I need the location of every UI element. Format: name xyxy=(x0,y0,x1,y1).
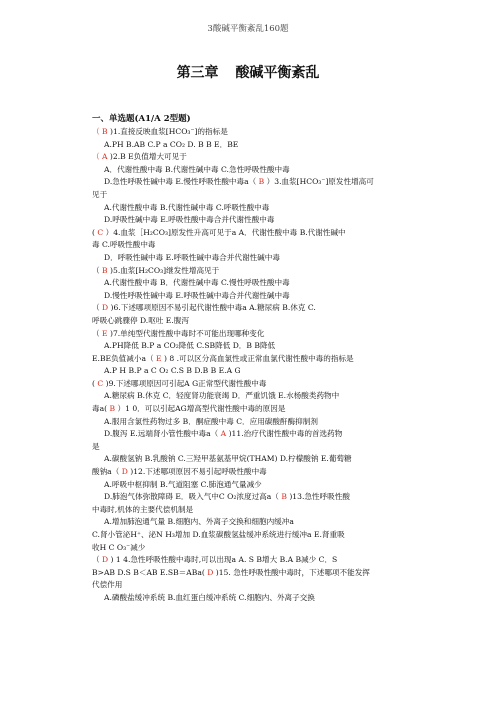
text-line xyxy=(92,592,422,605)
text-segment: C.肾小管泌H⁺、泌N H₃增加 D.血浆碳酸氢盐缓冲系统进行缓冲a E.肾重吸 xyxy=(92,530,345,539)
answer-letter: D xyxy=(207,567,214,577)
text-segment: )2.B E负值增大可见于 xyxy=(107,152,187,162)
text-segment: A.代谢性酸中毒 B.代谢性碱中毒 C.呼吸性酸中毒 xyxy=(104,202,270,212)
text-line xyxy=(92,290,422,303)
text-segment: A.PH降低 B.P a CO₂降低 C.SB降低 D．B B降低 xyxy=(104,341,276,351)
text-segment: )13.急性呼吸性酸 xyxy=(286,492,350,502)
answer-letter: B xyxy=(102,265,108,275)
text-segment: )1.直接反映血浆[HCO₃⁻]的指标是 xyxy=(107,127,228,136)
text-segment: )15. 急性呼吸性酸中毒时，下述哪项不能发挥 xyxy=(213,567,370,577)
text-segment: ）1 0．可以引起AG增高型代谢性酸中毒的原因是 xyxy=(115,404,286,414)
answer-letter: E xyxy=(102,328,108,338)
text-segment: A.糖尿病 B.休克 C．轻度肾功能衰竭 D．严重饥饿 E.水杨酸类药物中 xyxy=(104,391,340,401)
text-line xyxy=(92,214,422,227)
text-line xyxy=(92,176,422,189)
document-body xyxy=(92,126,422,605)
text-line xyxy=(92,277,422,290)
answer-letter: A xyxy=(102,152,108,162)
answer-letter: （ xyxy=(92,127,103,136)
answer-letter: E xyxy=(156,353,162,363)
answer-letter: B xyxy=(281,492,287,502)
text-segment: A.碳酸氢钠 B.乳酸钠 C.三羟甲基氨基甲烷(THAM) D.柠檬酸钠 E.葡萄糖 xyxy=(104,454,352,464)
text-segment: D.急性呼吸性碱中毒 E.慢性呼吸性酸中毒a（ xyxy=(104,177,259,187)
text-segment: A.磷酸盐缓冲系统 B.血红蛋白缓冲系统 C.细胞内、外离子交换 xyxy=(104,592,315,602)
text-line xyxy=(92,189,422,202)
text-line xyxy=(92,516,422,529)
answer-letter: C xyxy=(97,227,104,237)
text-segment: A.服用含氯性药物过多 B．酮症酸中毒 C．应用碳酸酐酶抑制剂 xyxy=(104,416,318,426)
answer-letter: B xyxy=(258,177,265,187)
text-line xyxy=(92,542,422,555)
text-segment: 毒a( xyxy=(92,404,110,414)
text-segment: ) 8 .可以区分高血氯性或正常血氯代谢性酸中毒的指标是 xyxy=(161,353,354,363)
text-segment: D.慢性呼吸性碱中毒 E.呼吸性碱中毒合并代谢性碱中毒 xyxy=(104,290,290,300)
text-line xyxy=(92,126,422,139)
text-line xyxy=(92,239,422,252)
text-segment: ）4.血浆［H₂CO₃]原发性升高可见于a A．代谢性酸中毒 B.代谢性碱中 xyxy=(103,227,346,237)
text-segment: A.增加肺泡通气量 B.细胞内、外离子交换和细胞内缓冲a xyxy=(104,517,294,527)
text-segment: )5.血浆[H₂CO₃]继发性增高见于 xyxy=(107,265,220,275)
text-segment: A．代谢性酸中毒 B.代谢性碱中毒 C.急性呼吸性酸中毒 xyxy=(104,164,290,174)
chapter-number: 第三章 xyxy=(176,65,219,81)
text-segment: D.腹泻 E.远端肾小管性酸中毒a（ xyxy=(104,429,221,439)
text-segment: 是 xyxy=(92,441,100,451)
text-segment: B>AB D.S B＜AB E.SB＝ABa( xyxy=(92,567,208,577)
answer-letter: C xyxy=(97,378,104,388)
text-segment: )9.下述哪项原因可引起A G正常型代谢性酸中毒 xyxy=(103,378,267,388)
text-segment: （ xyxy=(92,555,103,565)
text-segment: D.呼吸性碱中毒 E.呼吸性酸中毒合并代谢性酸中毒 xyxy=(104,215,275,225)
answer-letter: B xyxy=(109,404,116,414)
text-line xyxy=(92,365,422,378)
text-line xyxy=(92,202,422,215)
text-segment: 酸钠a（ xyxy=(92,467,122,477)
text-segment: 中毒时,机体的主要代偿机制是 xyxy=(92,504,194,514)
text-segment: D.肺泡气体弥散障碍 E．吸入气中C O₂浓度过高a（ xyxy=(104,492,282,502)
text-segment: （ xyxy=(92,303,103,313)
text-line xyxy=(92,315,422,328)
text-segment: )6.下述哪项原因不易引起代谢性酸中毒a A.糖尿病 B.休克 C. xyxy=(108,303,316,313)
text-line xyxy=(92,466,422,479)
page-header: 3酸碱平衡紊乱160题 xyxy=(207,24,289,34)
text-line xyxy=(92,491,422,504)
text-line xyxy=(92,529,422,542)
text-segment: )11.治疗代谢性酸中毒的首选药物 xyxy=(226,429,343,439)
chapter-name: 酸碱平衡紊乱 xyxy=(235,65,320,81)
answer-letter: （ xyxy=(92,152,103,162)
text-segment: 毒 C.呼吸性酸中毒 xyxy=(92,240,156,250)
answer-letter: B xyxy=(102,127,108,136)
section-title: 一、单选题(A1/A 2型题) xyxy=(92,114,191,124)
answer-letter: D xyxy=(121,467,128,477)
text-segment: A.P H B.P a C O₂ C.S B D.B B E.A G xyxy=(104,366,241,376)
text-line xyxy=(92,403,422,416)
text-segment: （ xyxy=(92,328,103,338)
text-segment: )7.单纯型代谢性酸中毒时不可能出现哪种变化 xyxy=(107,328,265,338)
text-segment: 呼吸心跳骤停 D.呕吐 E.腹泻 xyxy=(92,315,189,325)
chapter-title xyxy=(0,62,496,82)
text-line xyxy=(92,441,422,454)
text-line xyxy=(92,265,422,278)
text-segment: E.BE负值减小a（ xyxy=(92,353,156,363)
text-line xyxy=(92,151,422,164)
text-line xyxy=(92,579,422,592)
text-segment: ) 1 4.急性呼吸性酸中毒时,可以出现a A. S B增大 B.A B减少 C．S xyxy=(108,555,338,565)
text-segment: A.呼吸中枢抑制 B.气道阻塞 C.肺泡通气量减少 xyxy=(104,479,262,489)
text-line xyxy=(92,504,422,517)
answer-letter: D xyxy=(102,555,109,565)
text-line xyxy=(92,252,422,265)
text-line xyxy=(92,302,422,315)
text-line xyxy=(92,428,422,441)
text-line xyxy=(92,453,422,466)
text-line xyxy=(92,390,422,403)
answer-letter: D xyxy=(102,303,109,313)
text-segment: )12.下述哪项原因不易引起呼吸性酸中毒 xyxy=(127,467,267,477)
text-segment: 收H C O₃⁻减少 xyxy=(92,542,146,552)
text-line xyxy=(92,554,422,567)
text-segment: A.PH B.AB C.P a CO₂ D. B B E．BE xyxy=(104,139,239,149)
text-segment: ）3.血浆[HCO₃⁻]原发性增高可 xyxy=(264,177,374,187)
text-segment: 代偿作用 xyxy=(92,580,123,590)
text-segment: A.代谢性酸中毒 B．代谢性碱中毒 C.慢性呼吸性酸中毒 xyxy=(104,278,290,288)
text-line xyxy=(92,479,422,492)
text-line xyxy=(92,353,422,366)
answer-letter: A xyxy=(220,429,227,439)
text-segment: （ xyxy=(92,265,103,275)
text-segment: ( xyxy=(92,227,98,237)
text-segment: ( xyxy=(92,378,98,388)
text-line xyxy=(92,227,422,240)
text-line xyxy=(92,567,422,580)
text-line xyxy=(92,340,422,353)
text-segment: 见于 xyxy=(92,189,108,199)
text-line xyxy=(92,328,422,341)
text-segment: D．呼吸性碱中毒 E.呼吸性碱中毒合并代谢性碱中毒 xyxy=(104,252,280,262)
text-line xyxy=(92,416,422,429)
text-line xyxy=(92,378,422,391)
text-line xyxy=(92,139,422,152)
text-line xyxy=(92,164,422,177)
